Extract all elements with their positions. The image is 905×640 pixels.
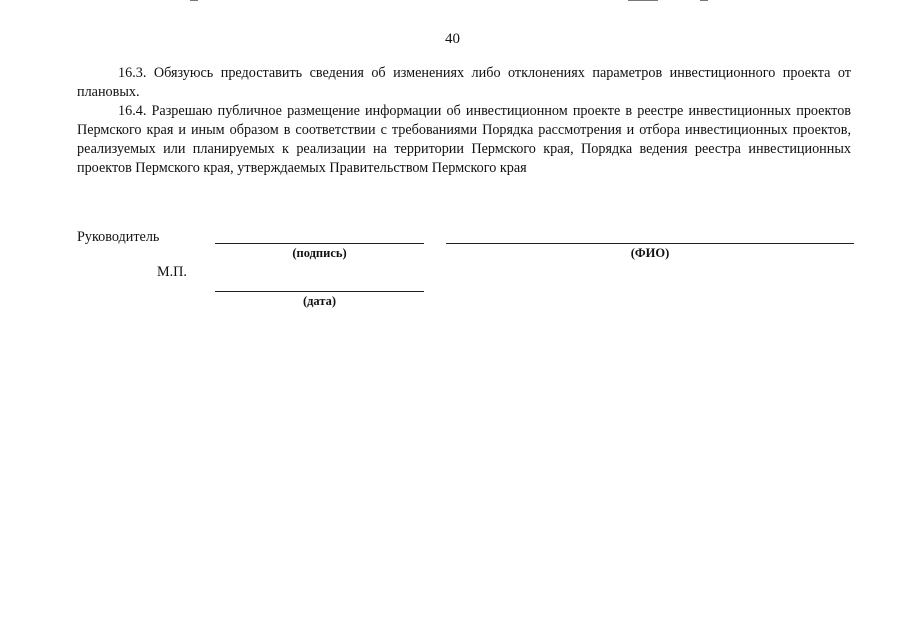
paragraph-16-4: 16.4. Разрешаю публичное размещение информации об инвестиционном проекте в реестре инвестиционных проектов Пермского края и иным образом в соответствии с требованиями Порядка рассмотрения и отбора инвестиционных проектов, реализуемых или планируемых к реализации на территории Пермского края, Порядка ведения реестра инвестиционных проектов Пермского края, утверждаемых Правительством Пермского края: [77, 103, 851, 176]
signature-caption: (подпись): [292, 246, 347, 260]
stamp-label: М.П.: [157, 264, 187, 280]
paragraph-16-3: 16.3. Обязуюсь предоставить сведения об изменениях либо отклонениях параметров инвестиционного проекта от плановых.: [77, 65, 851, 100]
scan-artifact: [700, 0, 708, 1]
name-caption: (ФИО): [630, 246, 670, 260]
signature-line: [215, 243, 424, 244]
scan-artifact: [628, 0, 658, 1]
role-label: Руководитель: [77, 229, 160, 245]
date-line: [215, 291, 424, 292]
page-number: 40: [445, 31, 460, 47]
name-line: [446, 243, 854, 244]
document-body: [77, 64, 851, 178]
date-caption: (дата): [302, 294, 337, 308]
scan-artifact: [190, 0, 198, 1]
